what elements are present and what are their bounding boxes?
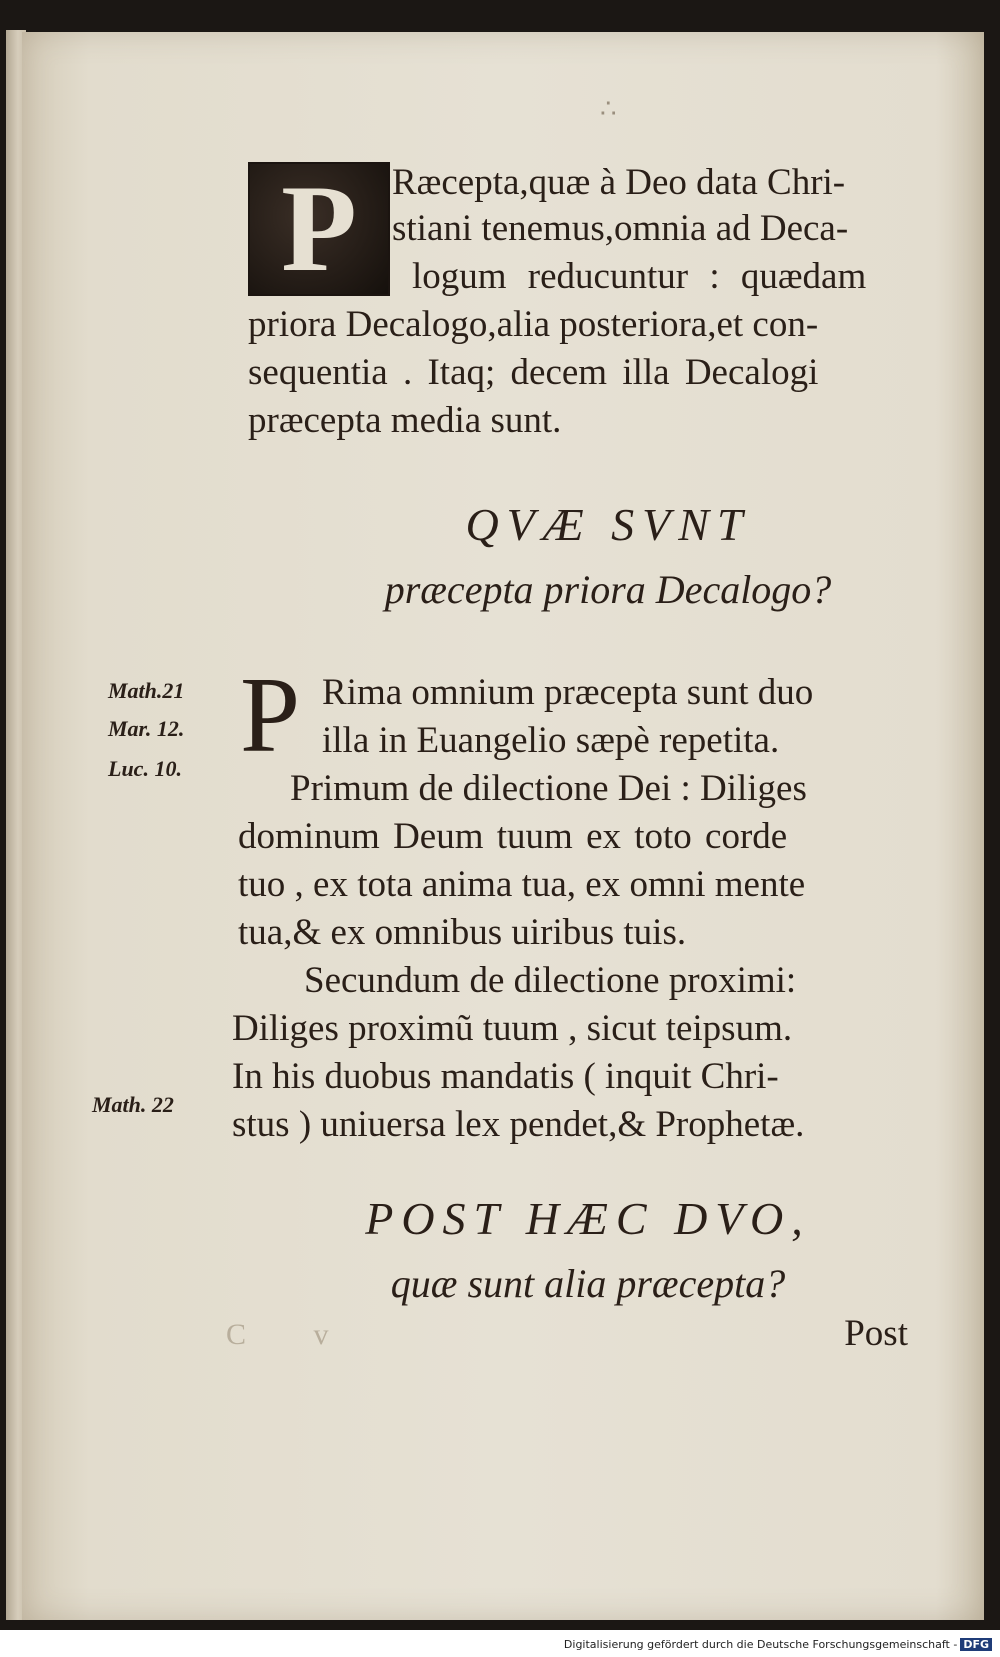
text-line: In his duobus mandatis ( inquit Chri- <box>232 1056 779 1097</box>
text-line: logum reducuntur : quædam <box>412 256 867 297</box>
margin-note: Math. 22 <box>92 1092 174 1117</box>
section-subheading: quæ sunt alia præcepta? <box>390 1261 786 1306</box>
text-line: illa in Euangelio sæpè repetita. <box>322 720 780 761</box>
text-line: dominum Deum tuum ex toto corde <box>238 816 788 857</box>
catchword: Post <box>844 1313 908 1354</box>
text-line: Diliges proximũ tuum , sicut teipsum. <box>232 1008 793 1049</box>
text-line: stus ) uniuersa lex pendet,& Prophetæ. <box>232 1104 805 1145</box>
text-line: stiani tenemus,omnia ad Deca- <box>392 208 849 249</box>
margin-note: Math.21 <box>108 678 185 703</box>
text-line: tua,& ex omnibus uiribus tuis. <box>238 912 687 953</box>
text-line: Primum de dilectione Dei : Diliges <box>290 768 807 809</box>
top-mark: ∴ <box>600 94 617 123</box>
text-line: tuo , ex tota anima tua, ex omni mente <box>238 864 806 905</box>
section-heading: POST HÆC DVO, <box>365 1193 811 1244</box>
margin-note: Luc. 10. <box>108 756 182 781</box>
section-heading: QVÆ SVNT <box>465 499 751 550</box>
credit-text: Digitalisierung gefördert durch die Deutsche Forschungsgemeinschaft - <box>563 1638 958 1651</box>
text-line: Rima omnium præcepta sunt duo <box>322 672 814 713</box>
text-line: sequentia . Itaq; decem illa Decalogi <box>248 352 819 393</box>
margin-note: Mar. 12. <box>108 716 185 741</box>
section-subheading: præcepta priora Decalogo? <box>384 567 832 612</box>
decorated-initial: P <box>248 162 390 296</box>
digitization-credit <box>564 1638 992 1651</box>
text-line: Secundum de dilectione proximi: <box>304 960 797 1001</box>
signature-mark: C v <box>226 1318 359 1351</box>
text-line: præcepta media sunt. <box>248 400 562 441</box>
large-initial: P <box>240 656 301 775</box>
text-line: priora Decalogo,alia posteriora,et con- <box>248 304 819 345</box>
text-line: Ræcepta,quæ à Deo data Chri- <box>392 162 846 203</box>
dfg-logo: DFG <box>960 1638 992 1651</box>
